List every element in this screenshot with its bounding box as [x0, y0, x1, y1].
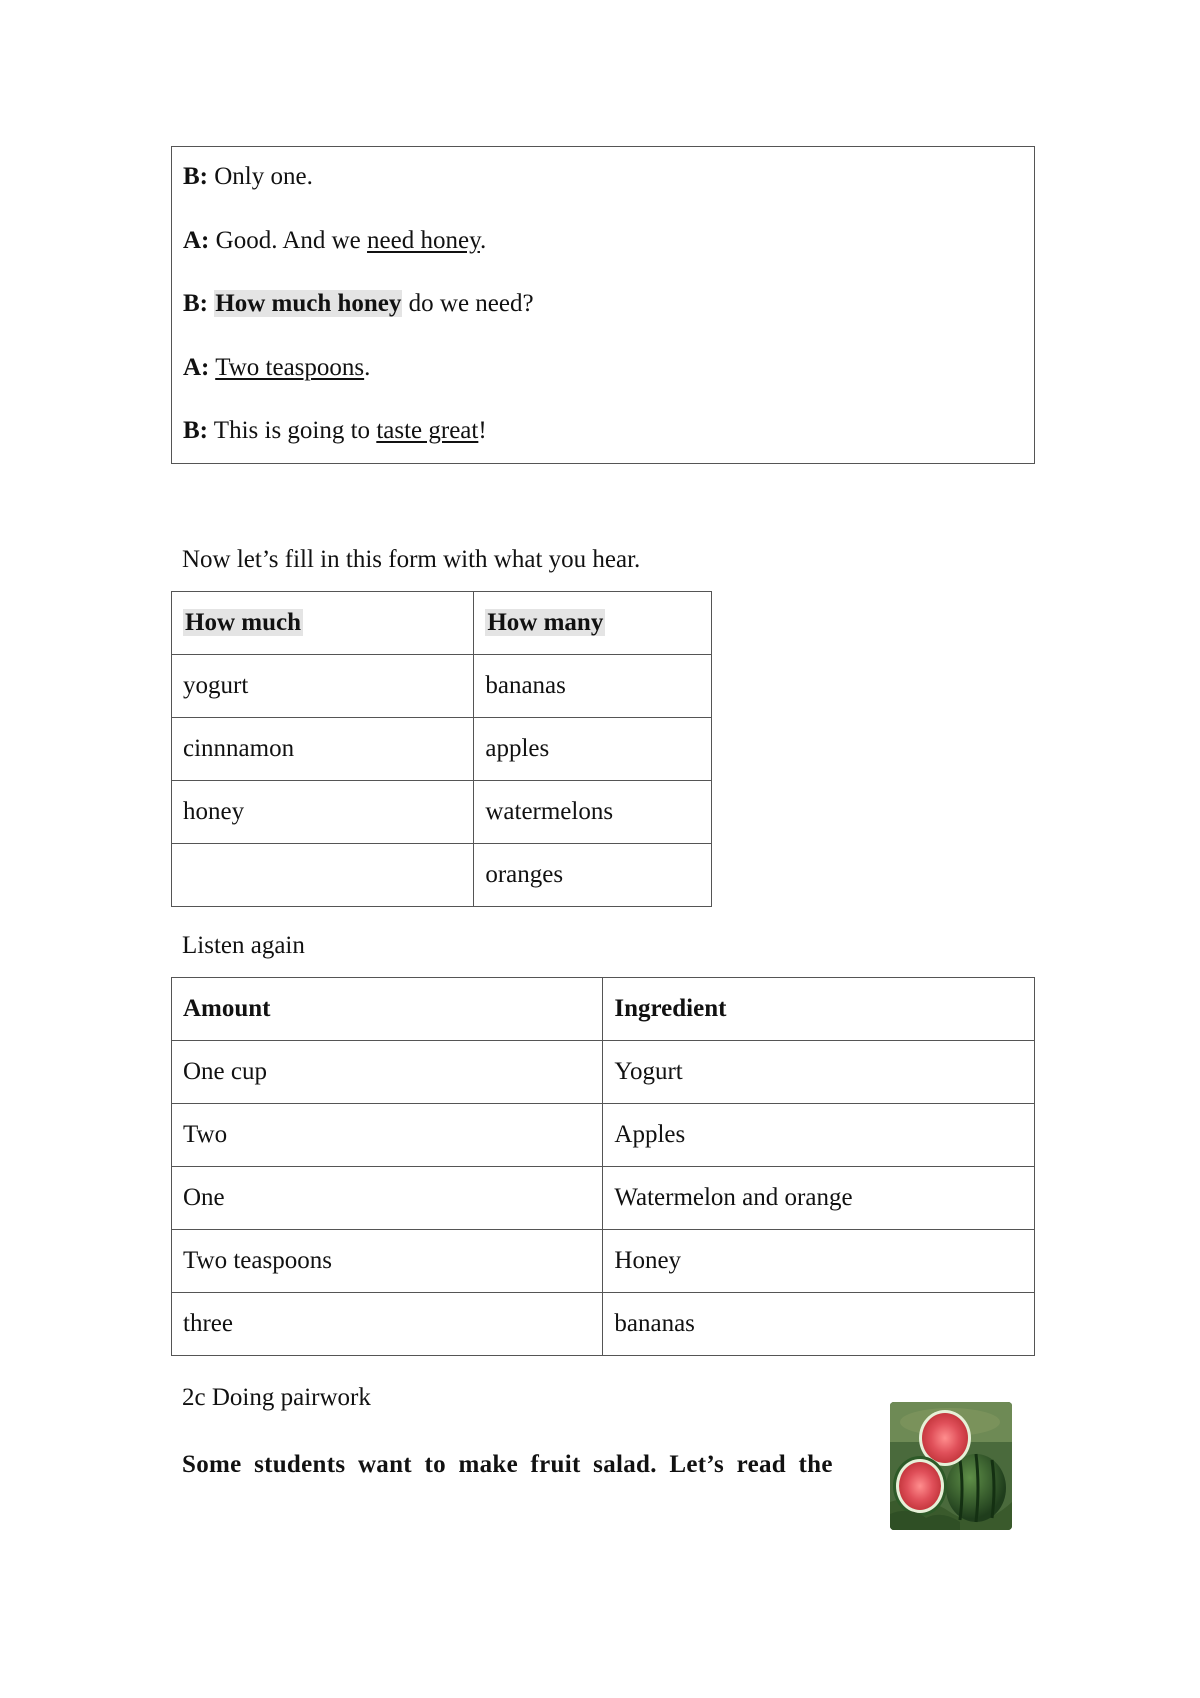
dialogue-line: [183, 221, 1023, 285]
table-row: [172, 844, 712, 907]
table-cell: bananas: [603, 1293, 1035, 1356]
speaker-label: B:: [183, 290, 208, 317]
section-heading: 2c Doing pairwork: [182, 1384, 371, 1411]
speaker-label: B:: [183, 163, 208, 190]
table-header-cell: Amount: [172, 978, 603, 1041]
dialogue-line: [183, 348, 1023, 412]
table-cell: One: [172, 1167, 603, 1230]
dialogue-text: .: [364, 353, 371, 381]
table-row: [172, 781, 712, 844]
dialogue-line: [183, 411, 1023, 475]
dialogue-text: .: [479, 226, 487, 254]
table-cell: oranges: [474, 844, 712, 907]
underlined-phrase: taste great: [376, 417, 479, 444]
task-text: Some students want to make fruit salad. Let’s read the: [182, 1451, 833, 1478]
table-header-row: [172, 978, 1035, 1041]
table-cell: yogurt: [172, 655, 474, 718]
table-cell: watermelons: [474, 781, 712, 844]
dialogue-text: This is going to: [208, 417, 377, 444]
table-row: [172, 1104, 1035, 1167]
watermelon-icon: [890, 1402, 1012, 1530]
table-row: [172, 655, 712, 718]
header-text: How much: [185, 609, 301, 636]
form-instruction: Now let’s fill in this form with what you hear.: [182, 546, 641, 573]
dialogue-text: !: [478, 417, 487, 444]
dialogue-line: [183, 284, 1023, 348]
table-cell: Two teaspoons: [172, 1230, 603, 1293]
table-cell: bananas: [474, 655, 712, 718]
table-row: [172, 1293, 1035, 1356]
speaker-label: A:: [183, 353, 210, 381]
speaker-label: A:: [183, 226, 210, 254]
header-text: How many: [487, 609, 604, 636]
table-row: [172, 1167, 1035, 1230]
table-cell: [172, 844, 474, 907]
table-header-cell: Ingredient: [603, 978, 1035, 1041]
table-row: [172, 718, 712, 781]
table-cell: One cup: [172, 1041, 603, 1104]
table-row: [172, 1041, 1035, 1104]
table-cell: Apples: [603, 1104, 1035, 1167]
highlighted-phrase: How much honey: [215, 290, 402, 317]
table-cell: cinnnamon: [172, 718, 474, 781]
watermelon-photo: [890, 1402, 1012, 1530]
table-cell: Yogurt: [603, 1041, 1035, 1104]
table-cell: Watermelon and orange: [603, 1167, 1035, 1230]
table-cell: Honey: [603, 1230, 1035, 1293]
dialogue-box: [171, 146, 1035, 464]
table-header-row: [172, 592, 712, 655]
table-cell: Two: [172, 1104, 603, 1167]
how-much-many-table: [171, 591, 712, 907]
table-cell: honey: [172, 781, 474, 844]
underlined-phrase: Two teaspoons: [215, 353, 365, 381]
table-cell: three: [172, 1293, 603, 1356]
listen-again-label: Listen again: [182, 932, 305, 959]
table-row: [172, 1230, 1035, 1293]
table-header-cell: [474, 592, 712, 655]
speaker-label: B:: [183, 417, 208, 444]
dialogue-line: [183, 157, 1023, 221]
table-cell: apples: [474, 718, 712, 781]
dialogue-text: Good. And we: [209, 226, 368, 254]
dialogue-text: do we need?: [402, 290, 534, 317]
amount-ingredient-table: [171, 977, 1035, 1356]
table-header-cell: [172, 592, 474, 655]
dialogue-text: Only one.: [208, 163, 313, 190]
underlined-phrase: need honey: [367, 226, 480, 254]
